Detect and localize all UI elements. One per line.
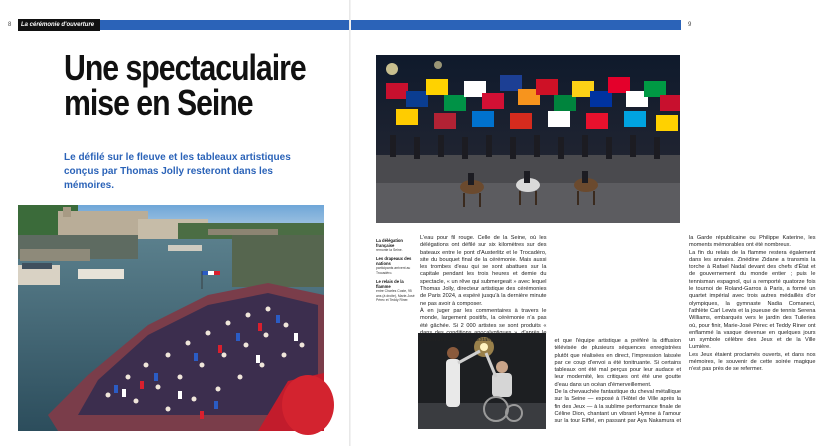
lede: Le défilé sur le fleuve et les tableaux artistiques conçus par Thomas Jolly resteront dans les mémoires. bbox=[64, 152, 291, 191]
caption-body: participants arrivent au Trocadéro. bbox=[376, 266, 411, 275]
caption-delegation bbox=[376, 238, 416, 252]
caption-title: Les drapeaux des nations bbox=[376, 256, 412, 267]
article-paragraph: Les Jeux étaient proclamés ouverts, et dans nos mémoires, le souvenir de cette soirée magique n'est pas près de se refermer. bbox=[689, 351, 816, 373]
caption-flame bbox=[376, 279, 416, 302]
article-paragraph: L'eau pour fil rouge. Celle de la Seine, où les délégations ont défilé sur six kilomètres sur des bateaux entre le pont d'Austerlitz et le Trocadéro, site du bouquet final de la cérémonie. Mais aussi les trombes d'eau qui se sont abattues sur la capitale pendant les trois heures et demie du spectacle, « un rêve qui submergeait » avec lequel Thomas Jolly, directeur artistique des cérémonies de Paris 2024, a espéré jusqu'à la dernière minute ne pas avoir à composer. bbox=[420, 235, 547, 307]
caption-title: Le relais de la flamme bbox=[376, 279, 404, 290]
photo-flags-trocadero bbox=[376, 55, 680, 223]
captions-column bbox=[376, 238, 416, 306]
page-number-left: 8 bbox=[8, 22, 12, 28]
section-label: La cérémonie d'ouverture bbox=[18, 19, 100, 31]
headline-line-2: mise en Seine bbox=[64, 82, 253, 123]
photo-river-parade-drawing bbox=[18, 205, 324, 431]
article-paragraph: De la chevauchée fantastique du cheval métallique sur la Seine — exposé à l'Hôtel de Ville après la fin des Jeux — à la sublime performance finale de Céline Dion, chantant un vibrant Hymne à l'amour sur la tour Eiffel, en passant par Aya Nakamura et la Garde républicaine ou Philippe Katerine, les moments mémorables ont été nombreux. bbox=[554, 235, 816, 425]
page-number-right: 9 bbox=[688, 22, 692, 28]
photo-flags-trocadero-drawing bbox=[376, 55, 680, 223]
article-body bbox=[420, 235, 816, 437]
spread-gutter bbox=[349, 0, 351, 446]
caption-body: remonte la Seine. bbox=[376, 248, 403, 252]
caption-title: La délégation française bbox=[376, 238, 403, 248]
article-paragraph: et que l'équipe artistique a préféré la diffusion télévisée de plusieurs séquences enregistrées plutôt que réalisées en direct, l'impression laissée par ce coup d'envoi a été tonitruante. Si certains tableaux ont été mal perçus pour leur audace et leur modernité, les critiques ont été une goutte d'eau dans un océan d'émerveillement. bbox=[554, 338, 681, 388]
caption-flags bbox=[376, 256, 416, 275]
photo-river-parade bbox=[18, 205, 324, 431]
article-paragraph: La fin du relais de la flamme restera également dans les annales. Zinédine Zidane a transmis la torche à Rafael Nadal devant des chefs d'État et de gouvernement du monde entier ; puis le tennisman espagnol, qui a remporté quatorze fois le tournoi de Roland-Garros à Paris, a formé un quartet impérial avec trois autres médaillés d'or olympiques, la gymnaste Nadia Comaneci, l'athlète Carl Lewis et la joueuse de tennis Serena Williams, embarqués vers le jardin des Tuileries où, pour finir, Marie-José Pérec et Teddy Riner ont enflammé la vasque devenue en quelques jours un symbole célèbre des Jeux et de la Ville Lumière. bbox=[689, 249, 816, 351]
caption-body: entre Charles Coste, 95 ans (à droite), Marie-José Pérec et Teddy Riner. bbox=[376, 289, 415, 303]
headline bbox=[64, 47, 306, 123]
article-paragraph: À en juger par les commentaires à travers le monde, largement positifs, la cérémonie n'a pas été gâchée. Si 2 000 artistes se sont produits « dans des conditions apocalyptiques », d'après le patron des Jeux, Tony Estanguet, bbox=[420, 307, 547, 344]
headline-line-1: Une spectaculaire bbox=[64, 47, 306, 88]
photo-spacer bbox=[555, 235, 682, 338]
header-bar-right bbox=[351, 20, 681, 30]
